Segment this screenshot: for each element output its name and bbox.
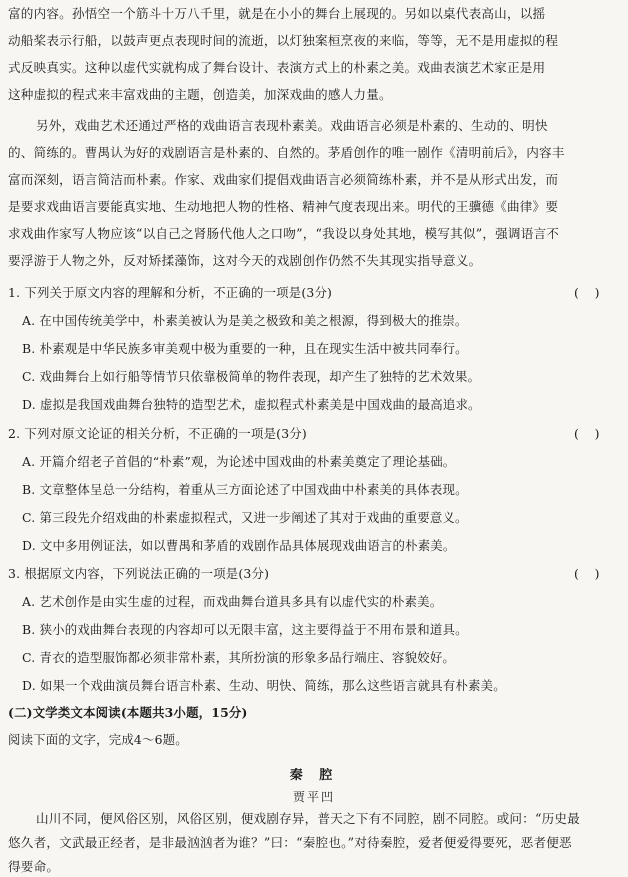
passage-line: 要浮游于人物之外，反对矫揉藻饰，这对今天的戏剧创作仍然不失其现实指导意义。 [8, 253, 482, 268]
q3-option-d: D. 如果一个戏曲演员舞台语言朴素、生动、明快、简练，那么这些语言就具有朴素美。 [22, 678, 506, 693]
essay-title: 秦 腔 [289, 768, 339, 783]
essay-line: 得要命。 [8, 859, 60, 874]
essay-line: 悠久者，文武最正经者，是非最汹汹者为谁？”曰：“秦腔也。”对待秦腔，爱者便爱得要死，恶者便恶 [8, 835, 572, 850]
essay-author: 贾平凹 [292, 790, 335, 804]
question-1-stem: 1. 下列关于原文内容的理解和分析，不正确的一项是(3分) [8, 285, 333, 300]
passage-line: 的、简练的。曹禺认为好的戏剧语言是朴素的、自然的。茅盾创作的唯一剧作《清明前后》，内容丰 [8, 145, 565, 160]
section-heading: (二)文学类文本阅读(本题共3小题，15分) [8, 705, 248, 720]
answer-blank-3[interactable]: ( ) [574, 566, 600, 581]
q1-option-c: C. 戏曲舞台上如行船等情节只依靠极简单的物件表现，却产生了独特的艺术效果。 [22, 369, 481, 384]
reading-instruction: 阅读下面的文字，完成4～6题。 [8, 732, 188, 747]
q2-option-b: B. 文章整体呈总一分结构，着重从三方面论述了中国戏曲中朴素美的具体表现。 [22, 482, 468, 497]
q1-option-a: A. 在中国传统美学中，朴素美被认为是美之极致和美之根源，得到极大的推崇。 [22, 313, 468, 328]
answer-blank-2[interactable]: ( ) [574, 426, 600, 441]
answer-blank-1[interactable]: ( ) [574, 285, 600, 300]
passage-line: 富的内容。孙悟空一个筋斗十万八千里，就是在小小的舞台上展现的。另如以桌代表高山，以摇 [8, 6, 546, 21]
q2-option-a: A. 开篇介绍老子首倡的“朴素”观，为论述中国戏曲的朴素美奠定了理论基础。 [22, 454, 456, 469]
passage-line: 动船桨表示行船，以鼓声更点表现时间的流逝，以灯独案桓烹夜的来临，等等，无不是用虚拟的程 [8, 33, 559, 48]
passage-line: 是要求戏曲语言要能真实地、生动地把人物的性格、精神气度表现出来。明代的王骥德《曲律》要 [8, 199, 559, 214]
q2-option-d: D. 文中多用例证法，如以曹禺和茅盾的戏剧作品具体展现戏曲语言的朴素美。 [22, 538, 456, 553]
q3-option-c: C. 青衣的造型服饰都必须非常朴素，其所扮演的形象多品行端庄、容貌姣好。 [22, 650, 456, 665]
passage-line: 式反映真实。这种以虚代实就构成了舞台设计、表演方式上的朴素之美。戏曲表演艺术家正是用 [8, 60, 546, 75]
q1-option-b: B. 朴素观是中华民族多审美观中极为重要的一种，且在现实生活中被共同奉行。 [22, 341, 468, 356]
q2-option-c: C. 第三段先介绍戏曲的朴素虚拟程式，又进一步阐述了其对于戏曲的重要意义。 [22, 510, 468, 525]
question-3-stem: 3. 根据原文内容，下列说法正确的一项是(3分) [8, 566, 270, 581]
passage-line: 这种虚拟的程式来丰富戏曲的主题，创造美，加深戏曲的感人力量。 [8, 87, 392, 102]
passage-line: 另外，戏曲艺术还通过严格的戏曲语言表现朴素美。戏曲语言必须是朴素的、生动的、明快 [36, 118, 548, 133]
question-2-stem: 2. 下列对原文论证的相关分析，不正确的一项是(3分) [8, 426, 307, 441]
q3-option-a: A. 艺术创作是由实生虚的过程，而戏曲舞台道具多具有以虚代实的朴素美。 [22, 594, 443, 609]
essay-line: 山川不同，便风俗区别，风俗区别，便戏剧存异，普天之下有不同腔，剧不同腔。或问：“历史最 [36, 811, 580, 826]
q1-option-d: D. 虚拟是我国戏曲舞台独特的造型艺术，虚拟程式朴素美是中国戏曲的最高追求。 [22, 397, 481, 412]
q3-option-b: B. 狭小的戏曲舞台表现的内容却可以无限丰富，这主要得益于不用布景和道具。 [22, 622, 468, 637]
passage-line: 富而深刻，语言简洁而朴素。作家、戏曲家们提倡戏曲语言必须简练朴素，并不是从形式出发，而 [8, 172, 559, 187]
passage-line: 求戏曲作家写人物应该“以自己之肾肠代他人之口吻”，“我设以身处其地，模写其似”，强调语言不 [8, 226, 560, 241]
